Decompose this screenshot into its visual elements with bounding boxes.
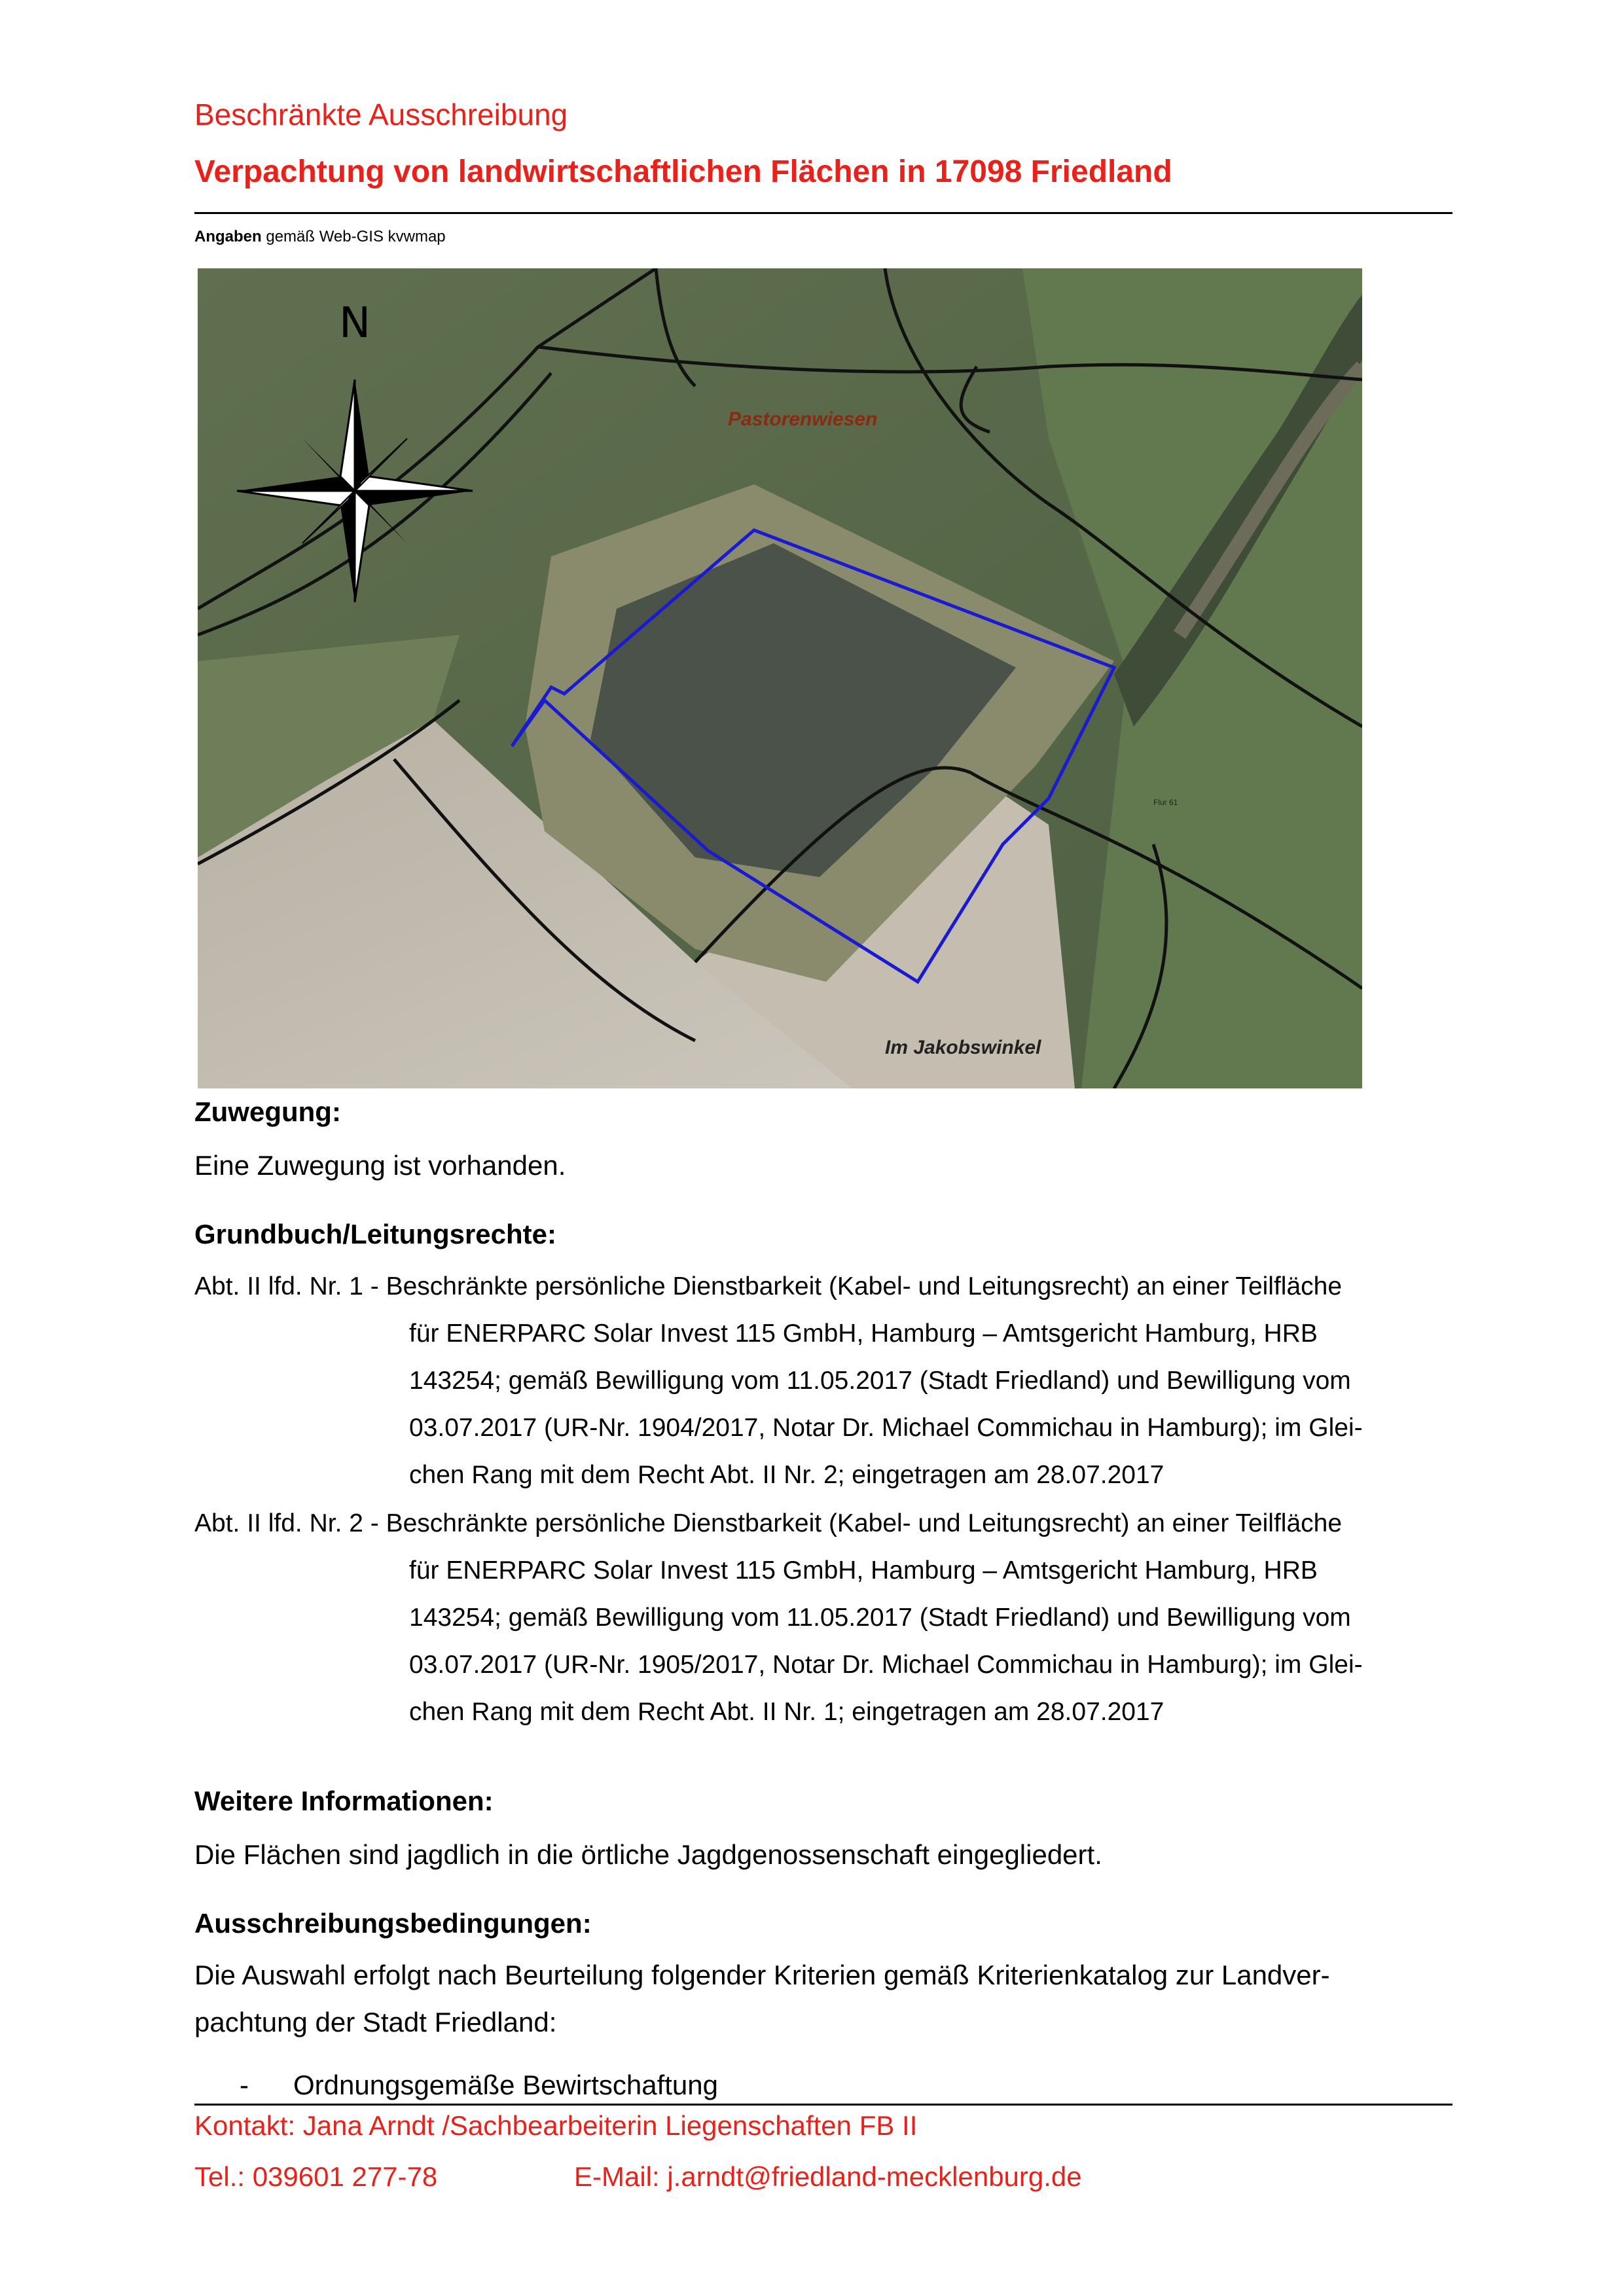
north-label: N bbox=[339, 299, 370, 348]
document-kicker: Beschränkte Ausschreibung bbox=[194, 98, 568, 132]
grundbuch-entry-2 bbox=[194, 1500, 1438, 1736]
entry-2-line-1: für ENERPARC Solar Invest 115 GmbH, Hamburg – Amtsgericht Hamburg, HRB bbox=[409, 1556, 1318, 1585]
map-label-jakobswinkel: Im Jakobswinkel bbox=[885, 1037, 1041, 1058]
document-title: Verpachtung von landwirtschaftlichen Flächen in 17098 Friedland bbox=[194, 154, 1172, 189]
map-caption-rest: gemäß Web-GIS kvwmap bbox=[266, 228, 446, 245]
footer-email[interactable]: E-Mail: j.arndt@friedland-mecklenburg.de bbox=[574, 2161, 1082, 2192]
entry-2-line-3: 03.07.2017 (UR-Nr. 1905/2017, Notar Dr. Michael Commichau in Hamburg); im Glei- bbox=[409, 1651, 1363, 1679]
section-title-weitere: Weitere Informationen: bbox=[194, 1785, 494, 1816]
footer-tel: Tel.: 039601 277-78 bbox=[194, 2161, 438, 2192]
bullet-item-bewirtschaftung: Ordnungsgemäße Bewirtschaftung bbox=[293, 2070, 719, 2100]
header-divider bbox=[194, 212, 1453, 214]
footer-divider bbox=[194, 2104, 1453, 2106]
map-label-flur: Flur 61 bbox=[1153, 798, 1178, 807]
bedingungen-line-1: Die Auswahl erfolgt nach Beurteilung folgender Kriterien gemäß Kriterienkatalog zur Landver- bbox=[194, 1960, 1330, 1990]
entry-1-line-1: für ENERPARC Solar Invest 115 GmbH, Hamburg – Amtsgericht Hamburg, HRB bbox=[409, 1319, 1318, 1348]
aerial-map bbox=[198, 268, 1362, 1088]
entry-1-lead: Abt. II lfd. Nr. 1 - Beschränkte persönliche Dienstbarkeit (Kabel- und Leitungsrecht) an einer Teilfläche bbox=[194, 1272, 1343, 1300]
map-label-pastorenwiesen: Pastorenwiesen bbox=[728, 408, 878, 430]
bedingungen-text bbox=[194, 1952, 1438, 2046]
bullet-marker: - bbox=[240, 2070, 249, 2100]
entry-2-lead: Abt. II lfd. Nr. 2 - Beschränkte persönliche Dienstbarkeit (Kabel- und Leitungsrecht) an einer Teilfläche bbox=[194, 1509, 1343, 1537]
map-caption bbox=[194, 228, 446, 246]
entry-2-line-2: 143254; gemäß Bewilligung vom 11.05.2017 (Stadt Friedland) und Bewilligung vom bbox=[409, 1604, 1351, 1632]
footer-contact: Kontakt: Jana Arndt /Sachbearbeiterin Liegenschaften FB II bbox=[194, 2110, 918, 2141]
entry-1-line-3: 03.07.2017 (UR-Nr. 1904/2017, Notar Dr. Michael Commichau in Hamburg); im Glei- bbox=[409, 1414, 1363, 1442]
entry-1-line-4: chen Rang mit dem Recht Abt. II Nr. 2; eingetragen am 28.07.2017 bbox=[409, 1461, 1164, 1489]
weitere-text: Die Flächen sind jagdlich in die örtliche Jagdgenossenschaft eingegliedert. bbox=[194, 1839, 1102, 1870]
entry-1-line-2: 143254; gemäß Bewilligung vom 11.05.2017 (Stadt Friedland) und Bewilligung vom bbox=[409, 1367, 1351, 1395]
section-title-grundbuch: Grundbuch/Leitungsrechte: bbox=[194, 1219, 557, 1249]
entry-2-line-4: chen Rang mit dem Recht Abt. II Nr. 1; eingetragen am 28.07.2017 bbox=[409, 1698, 1164, 1726]
section-title-zuwegung: Zuwegung: bbox=[194, 1096, 341, 1127]
bedingungen-line-2: pachtung der Stadt Friedland: bbox=[194, 2007, 557, 2037]
section-title-bedingungen: Ausschreibungsbedingungen: bbox=[194, 1908, 592, 1939]
map-caption-bold: Angaben bbox=[194, 228, 262, 245]
grundbuch-entry-1 bbox=[194, 1263, 1438, 1499]
zuwegung-text: Eine Zuwegung ist vorhanden. bbox=[194, 1150, 566, 1181]
